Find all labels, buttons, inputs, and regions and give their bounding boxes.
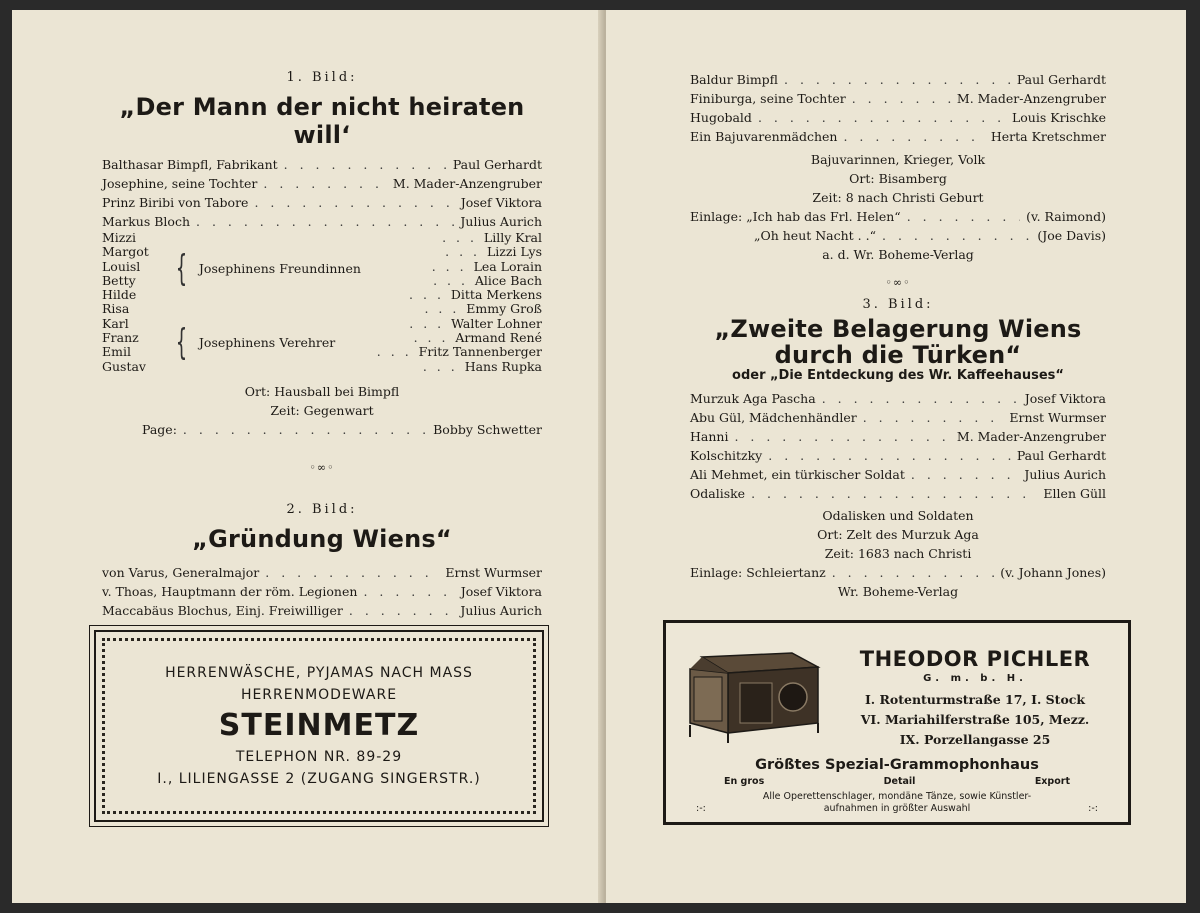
cast-row: Ein Bajuvarenmädchen . . . Herta Kretschmer [690, 127, 1106, 146]
ad-tag: Detail [883, 776, 916, 787]
ad-tag: En gros [724, 776, 765, 787]
scene-time: Zeit: 1683 nach Christi [824, 546, 972, 561]
ad-company-form: G. m. b. H. [923, 673, 1027, 684]
cast-row: Murzuk Aga Pascha . . . Josef Viktora [690, 389, 1106, 408]
scene-1-continued-cast [690, 70, 1106, 146]
insert-row: „Oh heut Nacht . .“ . . . (Joe Davis) [690, 226, 1106, 245]
ad-fineprint: Alle Operettenschlager, mondäne Tänze, sowie Künstler- [762, 791, 1032, 802]
ad-address: IX. Porzellangasse 25 [899, 732, 1051, 747]
ad-line: HERRENMODEWARE [240, 687, 398, 703]
ad-phone: TELEPHON NR. 89-29 [235, 749, 403, 765]
scene-2-label: 2. Bild: [286, 501, 358, 517]
scene-1-cast [102, 155, 542, 231]
cast-row: Finiburga, seine Tochter . . . M. Mader-Anzengruber [690, 89, 1106, 108]
suitors-group: Karl Franz Emil Gustav { Josephinens Verehrer . . . Walter Lohner . . . Armand René . . . Fritz Tannenberger . . . Hans Rupka [102, 317, 542, 374]
ad-mark: :-: [696, 803, 706, 814]
scene-2-cast [102, 563, 542, 620]
scene-3-title-line-1: „Zweite Belagerung Wiens [714, 315, 1082, 343]
publisher-line: a. d. Wr. Boheme-Verlag [822, 247, 974, 262]
scene-3-subtitle: oder „Die Entdeckung des Wr. Kaffeehauses“ [732, 368, 1064, 383]
cast-row: Markus Bloch . . . Julius Aurich [102, 212, 542, 231]
insert-row: Einlage: „Ich hab das Frl. Helen“ . . . (v. Raimond) [690, 207, 1106, 226]
scene-3-cast [690, 389, 1106, 503]
ad-address: I. Rotenturmstraße 17, I. Stock [864, 692, 1086, 707]
cast-row: Maccabäus Blochus, Einj. Freiwilliger . . . Julius Aurich [102, 601, 542, 620]
cast-row: Kolschitzky . . . Paul Gerhardt [690, 446, 1106, 465]
insert-row: Einlage: Schleiertanz . . . (v. Johann Jones) [690, 563, 1106, 582]
scene-1-label: 1. Bild: [286, 70, 358, 85]
group-label: Josephinens Freundinnen [198, 260, 361, 276]
scene-3-label: 3. Bild: [862, 297, 934, 312]
ad-fineprint: aufnahmen in größter Auswahl [823, 803, 971, 814]
ad-slogan: Größtes Spezial-Grammophonhaus [755, 757, 1039, 773]
ad-address: I., LILIENGASSE 2 (ZUGANG SINGERSTR.) [157, 771, 481, 787]
publisher-line: Wr. Boheme-Verlag [837, 584, 959, 599]
cast-row: Page: . . . Bobby Schwetter [142, 420, 542, 439]
cast-row: Abu Gül, Mädchenhändler . . . Ernst Wurmser [690, 408, 1106, 427]
scene-time: Zeit: 8 nach Christi Geburt [812, 190, 984, 205]
cast-row: Odaliske . . . Ellen Güll [690, 484, 1106, 503]
pichler-advertisement [663, 620, 1131, 825]
ornament: ◦∞◦ [309, 460, 335, 474]
gramophone-cabinet-image [680, 645, 830, 745]
cast-row: v. Thoas, Hauptmann der röm. Legionen . . . Josef Viktora [102, 582, 542, 601]
ornament: ◦∞◦ [885, 276, 911, 289]
ensemble-line: Odalisken und Soldaten [822, 508, 974, 523]
ad-tag: Export [1034, 776, 1070, 787]
scene-2-title: „Gründung Wiens“ [192, 524, 452, 553]
cast-row: Josephine, seine Tochter . . . M. Mader-Anzengruber [102, 174, 542, 193]
scene-place: Ort: Zelt des Murzuk Aga [817, 527, 979, 542]
scene-1-title: „Der Mann der nicht heiraten will‘ [119, 93, 525, 149]
ad-mark: :-: [1088, 803, 1098, 814]
right-page [606, 10, 1186, 903]
ensemble-line: Bajuvarinnen, Krieger, Volk [810, 152, 986, 167]
scene-1-time: Zeit: Gegenwart [270, 402, 374, 418]
cast-row: von Varus, Generalmajor . . . Ernst Wurmser [102, 563, 542, 582]
scene-place: Ort: Bisamberg [849, 171, 947, 186]
friends-group: Mizzi Margot Louisl Betty Hilde Risa { Josephinens Freundinnen . . . Lilly Kral . . . Lizzi Lys . . . Lea Lorain . . . Alice Bach . . . Ditta Merkens . . . Emmy Groß [102, 231, 542, 317]
group-label: Josephinens Verehrer [198, 334, 336, 350]
ad-address: VI. Mariahilferstraße 105, Mezz. [860, 712, 1090, 727]
steinmetz-advertisement [94, 630, 544, 822]
cast-row: Prinz Biribi von Tabore . . . Josef Viktora [102, 193, 542, 212]
ad-brand: THEODOR PICHLER [859, 647, 1091, 671]
cast-row: Balthasar Bimpfl, Fabrikant . . . Paul Gerhardt [102, 155, 542, 174]
cast-row: Hanni . . . M. Mader-Anzengruber [690, 427, 1106, 446]
cast-row: Baldur Bimpfl . . . Paul Gerhardt [690, 70, 1106, 89]
scene-3-title-line-2: durch die Türken“ [774, 341, 1022, 369]
ad-brand: STEINMETZ [218, 708, 420, 743]
scene-1-place: Ort: Hausball bei Bimpfl [244, 383, 400, 399]
ad-line: HERRENWÄSCHE, PYJAMAS NACH MASS [165, 665, 473, 681]
cast-row: Ali Mehmet, ein türkischer Soldat . . . Julius Aurich [690, 465, 1106, 484]
left-page [12, 10, 604, 903]
cast-row: Hugobald . . . Louis Krischke [690, 108, 1106, 127]
